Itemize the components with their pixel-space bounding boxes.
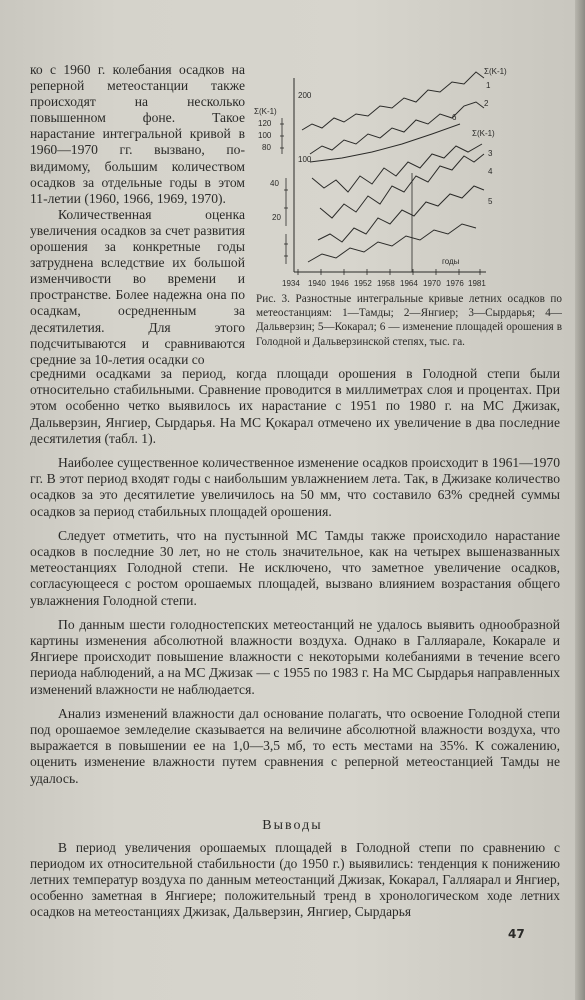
y-number-40: 40 xyxy=(270,179,279,188)
figure-left-scales xyxy=(280,118,288,264)
x-tick-1981: 1981 xyxy=(468,279,486,288)
left-paragraph-1: ко с 1960 г. колебания осадков на реперной метеостанции также происходят на несколько повышенном фоне. Такое нарастание интегральной кривой в 1960—1970 гг. вызвано, по-видимому, большим количеством осадков за отдельные годы в этом 11-летии (1960, 1966, 1969, 1970). xyxy=(30,62,245,206)
body-paragraph-2: Наиболее существенное количественное изменение осадков происходит в 1961—1970 гг. В этот период входят годы с наибольшим увлажнением лета. Так, в Джизаке количество осадков за это десятилетие увеличилось на 50 мм, что составило 63% средней суммы осадков за период стабильных площадей орошения. xyxy=(30,455,560,519)
y-number-100b: 100 xyxy=(298,155,312,164)
x-tick-1970: 1970 xyxy=(423,279,441,288)
y-number-20: 20 xyxy=(272,213,281,222)
body-paragraph-3: Следует отметить, что на пустынной МС Тамды также происходило нарастание осадков в последние 30 лет, но не столь значительное, как на четырех вышеназванных метеостанциях Голодной степи. Не исключено, что заметное увеличение осадков, согласующееся с ростом орошаемых площадей, вызвано влиянием возрастания общего увлажнения Голодной степи. xyxy=(30,527,560,608)
figure-caption: Рис. 3. Разностные интегральные кривые летних осадков по метеостанциям: 1—Тамды; 2—Янгиер; 3—Сырдарья; 4—Дальверзин; 5—Кокарал; 6 — изменение площадей орошения в Голодной и Дальверзинской степях, тыс. га. xyxy=(256,293,562,348)
curve-2 xyxy=(310,102,484,154)
y-number-120: 120 xyxy=(258,119,272,128)
main-body-text xyxy=(30,366,560,795)
body-paragraph-5: Анализ изменений влажности дал основание полагать, что освоение Голодной степи под орошаемое земледелие сказывается на величине абсолютной влажности воздуха, что выражается в повышении ее на 1,0—3,5 мб, то есть местами на 35%. К сожалению, оценить изменение влажности путем сравнения с реперной метеостанцией Тамды не удалось. xyxy=(30,705,560,786)
y-number-100: 100 xyxy=(258,131,272,140)
x-tick-1934: 1934 xyxy=(282,279,300,288)
curve-label-6: 6 xyxy=(452,113,457,122)
curve-5 xyxy=(318,186,484,242)
curve-3 xyxy=(312,144,482,192)
curve-4 xyxy=(320,154,484,218)
conclusion-paragraph: В период увеличения орошаемых площадей в Голодной степи по сравнению с периодом их относительной стабильности (до 1950 г.) выявились: тенденция к понижению летних температур воздуха по данным метеостанций Джизак, Кокарал, Галляарал и Янгиер, особенно заметная в Янгиере; положительный тренд в хронологическом ходе летних осадков на метеостанциях Джизак, Дальверзин, Янгиер, Сырдарья xyxy=(30,840,560,920)
page-number: 47 xyxy=(508,927,525,941)
curve-label-1: 1 xyxy=(486,81,491,90)
y-number-200: 200 xyxy=(298,91,312,100)
x-tick-1946: 1946 xyxy=(331,279,349,288)
x-tick-1952: 1952 xyxy=(354,279,372,288)
figure-3-plot xyxy=(252,58,562,290)
curve-label-3: 3 xyxy=(488,149,493,158)
sigma-label-right: Σ(K-1) xyxy=(472,129,495,138)
curve-label-5: 5 xyxy=(488,197,493,206)
x-tick-1940: 1940 xyxy=(308,279,326,288)
x-tick-1976: 1976 xyxy=(446,279,464,288)
section-heading: Выводы xyxy=(262,818,323,833)
body-paragraph-1: средними осадками за период, когда площади орошения в Голодной степи были относительно стабильными. Сравнение проводится в миллиметрах слоя и процентах. При этом особенно четко выявилось их нарастание с 1951 по 1980 г. на МС Джизак, Дальверзин, Янгиер, Сырдарья. На МС Қокарал отмечено их увеличение в два последние десятилетия (табл. 1). xyxy=(30,366,560,446)
figure-curves xyxy=(302,72,484,262)
sigma-label-left: Σ(K-1) xyxy=(254,107,277,116)
left-paragraph-2: Количественная оценка увеличения осадков за счет развития орошения за конкретные годы затруднена вследствие их большой изменчивости во времени и пространстве. Более надежна она по осадкам, осредненным за десятилетия. Для этого подсчитываются и сравниваются средние за 10-летия осадки со xyxy=(30,206,245,367)
curve-1 xyxy=(302,72,484,130)
body-paragraph-4: По данным шести голодностепских метеостанций не удалось выявить однообразной картины изменения абсолютной влажности воздуха. Однако в Галляарале, Кокарале и Янгиере происходит повышение влажности с некоторыми колебаниями в течение всего периода наблюдений, а на МС Джизак — с 1955 по 1983 г. На МС Сырдарья направленных изменений влажности не наблюдается. xyxy=(30,616,560,697)
curve-label-4: 4 xyxy=(488,167,493,176)
x-tick-1958: 1958 xyxy=(377,279,395,288)
figure-3 xyxy=(252,58,562,290)
x-tick-1964: 1964 xyxy=(400,279,418,288)
sigma-label-top: Σ(K-1) xyxy=(484,67,507,76)
curve-label-2: 2 xyxy=(484,99,489,108)
y-number-80: 80 xyxy=(262,143,271,152)
left-column-text xyxy=(30,62,245,368)
page-edge xyxy=(575,0,585,1000)
x-unit-label: годы xyxy=(442,257,460,266)
